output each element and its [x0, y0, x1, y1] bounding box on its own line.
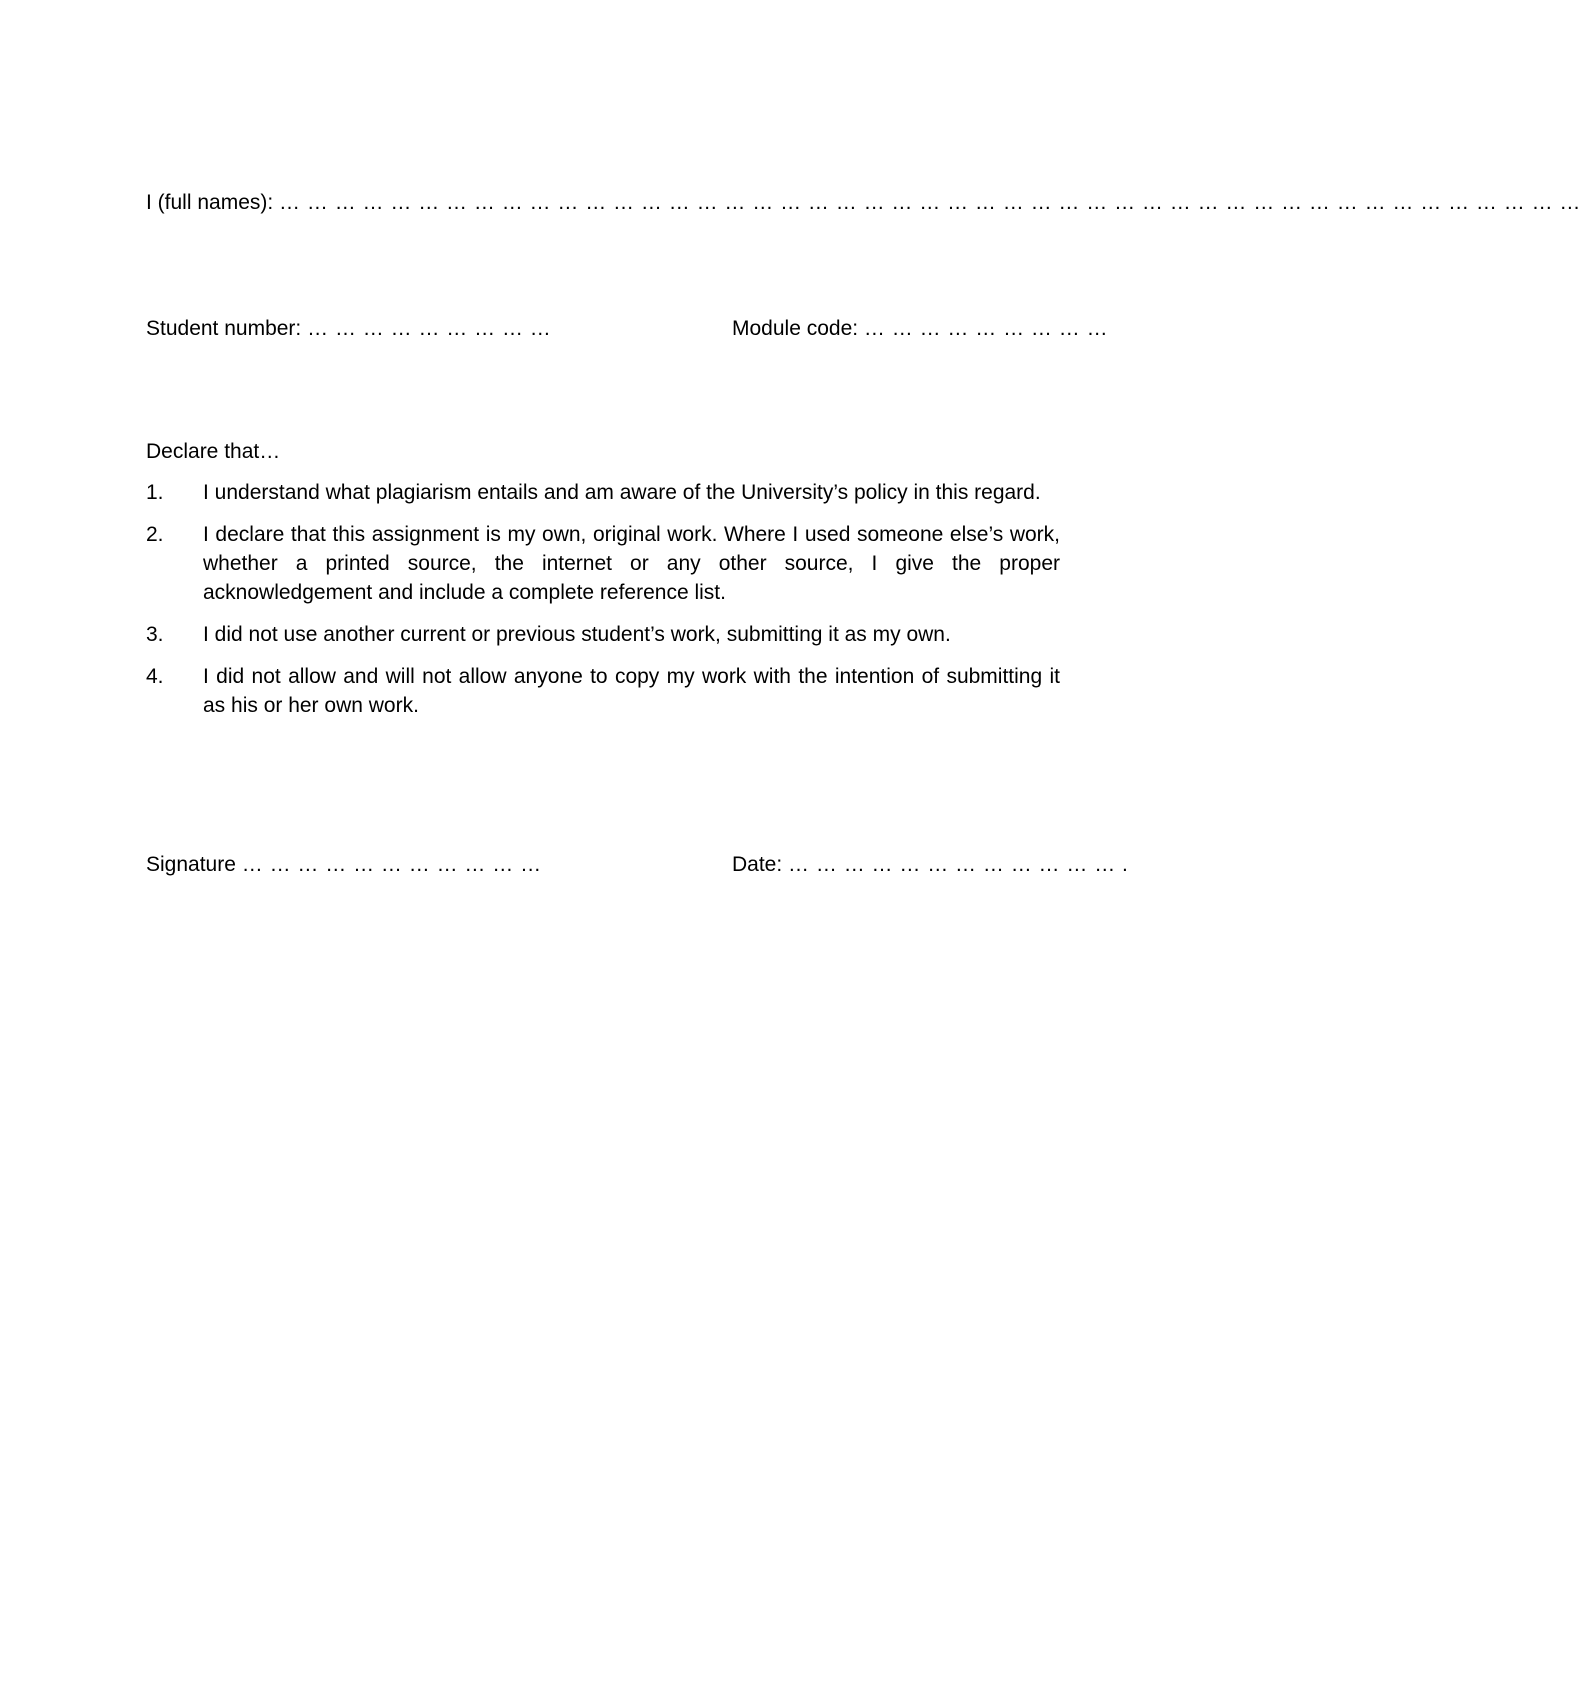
signature-row — [146, 850, 542, 879]
date-blank: … … … … … … … … … … … … . — [788, 853, 1129, 876]
full-names-row — [146, 188, 1581, 217]
declaration-item — [146, 520, 1060, 607]
declaration-item — [146, 620, 1060, 649]
declaration-text: I did not use another current or previous student’s work, submitting it as my own. — [203, 623, 951, 646]
signature-blank: … … … … … … … … … … … — [241, 853, 542, 876]
module-code-blank: … … … … … … … … … — [863, 317, 1109, 340]
declare-intro: Declare that… — [146, 440, 281, 463]
module-code-row — [732, 314, 1108, 343]
full-names-label: I (full names): — [146, 191, 280, 214]
declaration-text: I did not allow and will not allow anyone to copy my work with the intention of submitting it as his or her own work. — [203, 665, 1060, 717]
declaration-list — [146, 478, 1060, 733]
declaration-item — [146, 662, 1060, 720]
student-number-blank: … … … … … … … … … — [307, 317, 552, 340]
declaration-number: 4. — [146, 665, 164, 688]
student-number-label: Student number: — [146, 317, 308, 340]
declaration-text: I understand what plagiarism entails and am aware of the University’s policy in this regard. — [203, 481, 1041, 504]
declaration-text: I declare that this assignment is my own, original work. Where I used someone else’s work, whether a printed source, the internet or any other source, I give the proper acknowledgement and include a complete reference list. — [203, 523, 1060, 604]
date-row — [732, 850, 1128, 879]
module-code-label: Module code: — [732, 317, 864, 340]
declaration-number: 3. — [146, 623, 164, 646]
full-names-blank: … … … … … … … … … … … … … … … … … … … … … … … … … … … … … … … … … … … … … … … … … … … … … … … — [279, 191, 1581, 214]
declaration-item — [146, 478, 1060, 507]
date-label: Date: — [732, 853, 789, 876]
declaration-number: 2. — [146, 523, 164, 546]
signature-label: Signature — [146, 853, 242, 876]
declaration-number: 1. — [146, 481, 164, 504]
student-number-row — [146, 314, 551, 343]
